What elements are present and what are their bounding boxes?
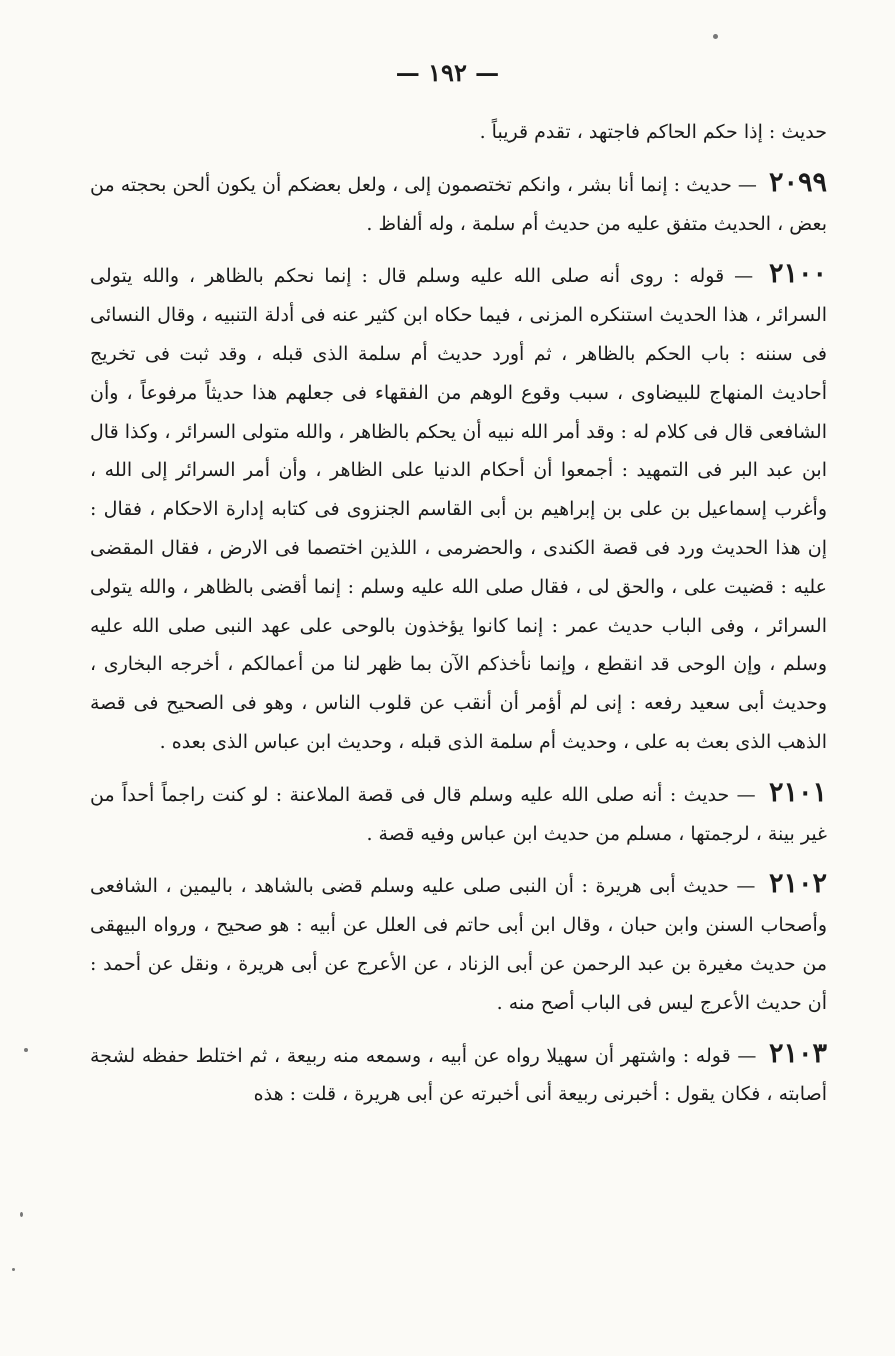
hadith-entry — [90, 865, 827, 1022]
hadith-text: — حديث : أنه صلى الله عليه وسلم قال فى قصة الملاعنة : لو كنت راجماً أحداً من غير بينة ، لرجمتها ، مسلم من حديث ابن عباس وفيه قصة . — [90, 783, 827, 845]
hadith-entry — [90, 164, 827, 244]
hadith-number: ٢١٠١ — [768, 776, 827, 808]
hadith-number: ٢١٠٢ — [768, 868, 827, 900]
main-text — [90, 113, 827, 1126]
hadith-entry — [90, 774, 827, 854]
scan-speck — [713, 34, 718, 39]
scan-speck — [20, 1212, 23, 1217]
page-number: — ١٩٢ — — [395, 58, 500, 87]
hadith-entry — [90, 1035, 827, 1115]
hadith-text: — حديث : إنما أنا بشر ، وانكم تختصمون إلى ، ولعل بعضكم أن يكون ألحن بحجته من بعض ، الحديث متفق عليه من حديث أم سلمة ، وله ألفاظ . — [90, 173, 827, 235]
hadith-number: ٢١٠٣ — [769, 1037, 828, 1069]
hadith-text: — قوله : واشتهر أن سهيلا رواه عن أبيه ، وسمعه منه ربيعة ، ثم اختلط حفظه لشجة أصابته ، فكان يقول : أخبرنى ربيعة أنى أخبرته عن أبى هريرة ، قلت : هذه — [90, 1044, 827, 1106]
paragraph-text: حديث : إذا حكم الحاكم فاجتهد ، تقدم قريباً . — [479, 121, 827, 143]
hadith-text: — حديث أبى هريرة : أن النبى صلى عليه وسلم قضى بالشاهد ، باليمين ، الشافعى وأصحاب السنن وابن حبان ، وقال ابن أبى حاتم فى العلل عن أبيه : هو صحيح ، ورواه البيهقى من حديث مغيرة بن عبد الرحمن عن أبى الزناد ، عن الأعرج عن أبى هريرة ، ونقل عن أحمد : أن حديث الأعرج ليس فى الباب أصح منه . — [90, 875, 827, 1014]
hadith-number: ٢١٠٠ — [769, 258, 828, 290]
hadith-entry — [90, 255, 827, 761]
hadith-text: — قوله : روى أنه صلى الله عليه وسلم قال : إنما نحكم بالظاهر ، والله يتولى السرائر ، هذا الحديث استنكره المزنى ، فيما حكاه ابن كثير عنه فى أدلة التنبيه ، وقال النسائى فى سننه : باب الحكم بالظاهر ، ثم أورد حديث أم سلمة الذى قبله ، وقد ثبت فى تخريج أحاديث المنهاج للبيضاوى ، سبب وقوع الوهم من الفقهاء فى جعلهم هذا حديثاً مرفوعاً ، وأن الشافعى قال فى كلام له : وقد أمر الله نبيه أن يحكم بالظاهر ، والله متولى السرائر ، وكذا قال ابن عبد البر فى التمهيد : أجمعوا أن أحكام الدنيا على الظاهر ، وأن أمر السرائر إلى الله ، وأغرب إسماعيل بن على بن إبراهيم بن أبى القاسم الجنزوى فى كتابه إدارة الاحكام ، فقال : إن هذا الحديث ورد فى قصة الكندى ، والحضرمى ، اللذين اختصما فى الارض ، فقال المقضى عليه : قضيت على ، والحق لى ، فقال صلى الله عليه وسلم : إنما أقضى بالظاهر ، والله يتولى السرائر ، وفى الباب حديث عمر : إنما كانوا يؤخذون بالوحى على عهد النبى صلى الله عليه وسلم ، وإن الوحى قد انقطع ، وإنما نأخذكم الآن بما ظهر لنا من أعمالكم ، أخرجه البخارى ، وحديث أبى سعيد رفعه : إنى لم أؤمر أن أنقب عن قلوب الناس ، وهو فى الصحيح فى قصة الذهب الذى بعث به على ، وحديث أم سلمة الذى قبله ، وحديث ابن عباس الذى بعده . — [90, 265, 827, 753]
scan-speck — [24, 1048, 28, 1052]
scan-speck — [12, 1268, 15, 1271]
paragraph — [90, 113, 827, 152]
hadith-number: ٢٠٩٩ — [768, 166, 827, 198]
